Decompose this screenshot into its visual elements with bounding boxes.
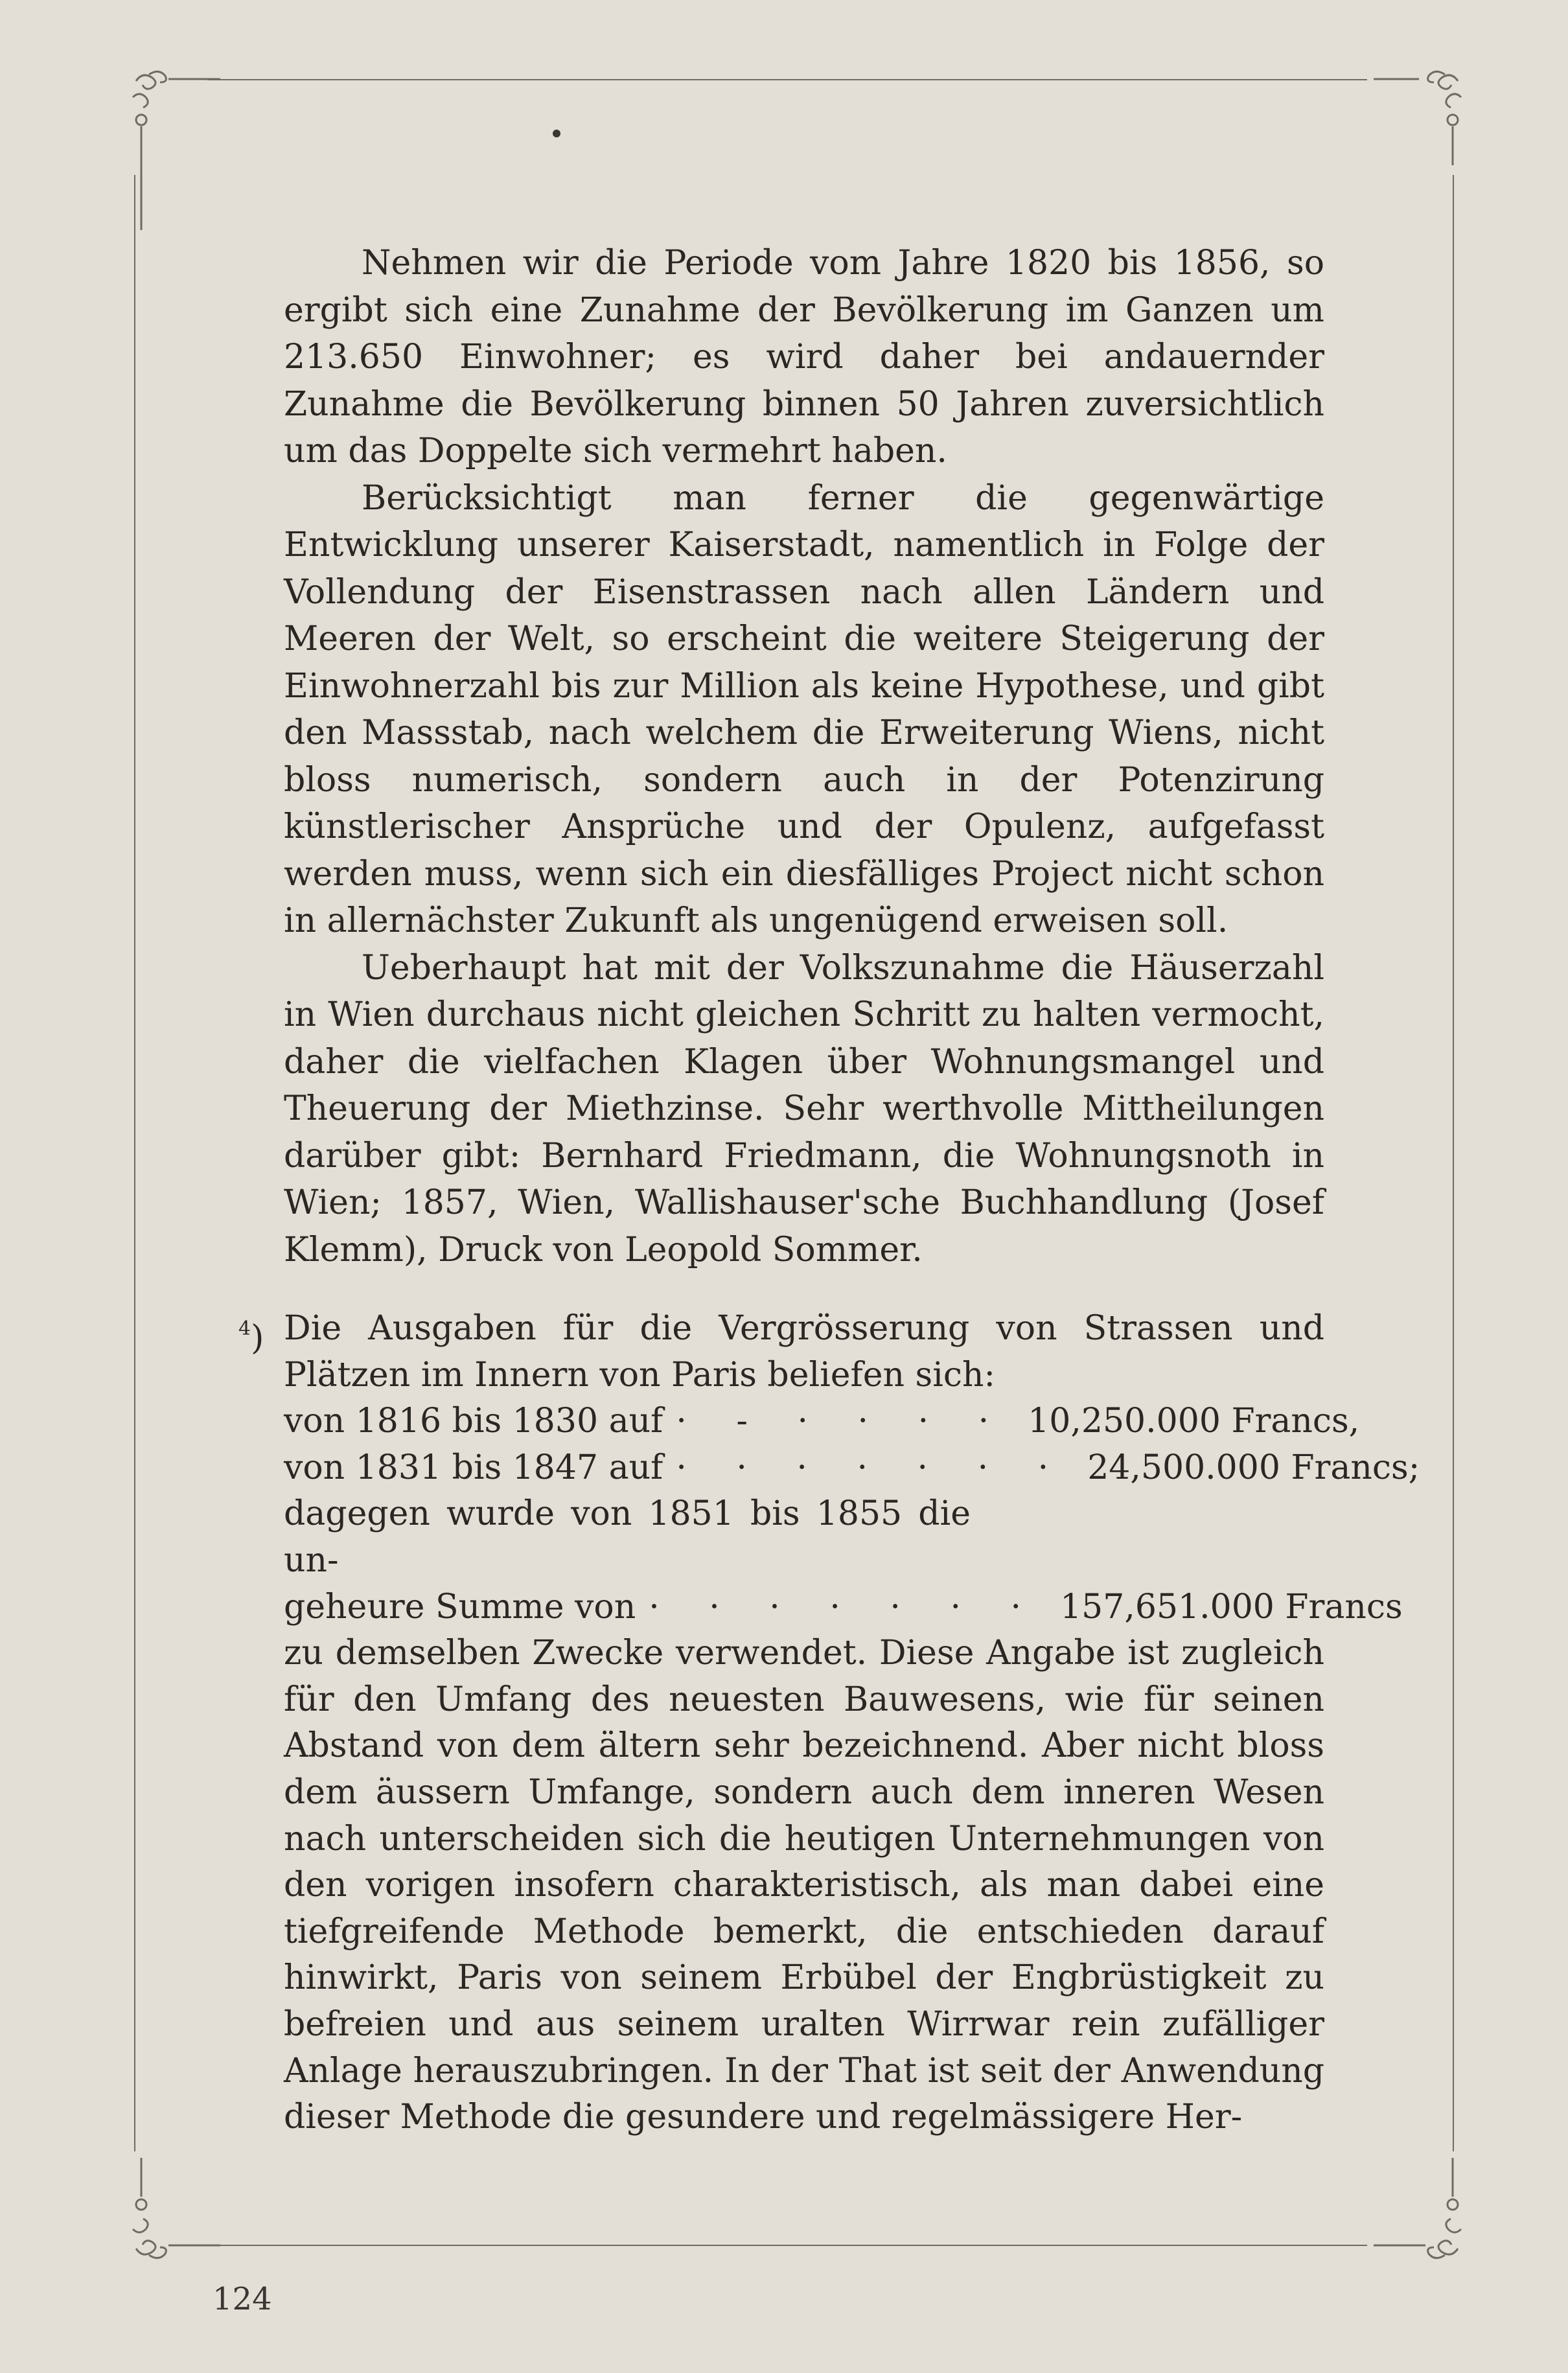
footnote-expense-row: von 1831 bis 1847 auf · · · · · · · 24,500.000 Francs; [284, 1448, 1420, 1487]
page-number: 124 [213, 2281, 272, 2317]
footnote-expense-row: von 1816 bis 1830 auf · - · · · · 10,250.000 Francs, [284, 1402, 1360, 1441]
corner-ornament-icon [123, 62, 220, 172]
footnote-middle-line: dagegen wurde von 1851 bis 1855 die un- [284, 1494, 971, 1580]
frame-bottom-rule [207, 2245, 1367, 2246]
footnote-intro: Die Ausgaben für die Vergrösserung von Strassen und Plätzen im Innern von Paris beliefen sich: [284, 1309, 1324, 1395]
footnote-closing-text: zu demselben Zwecke verwendet. Diese Angabe ist zugleich für den Umfang des neuesten Bauwesens, wie für seinen Abstand von dem ältern sehr bezeichnend. Aber nicht bloss dem äussern Umfange, sondern auch dem inneren Wesen nach unterscheiden sich die heutigen Unternehmungen von den vorigen insofern charakteristisch, als man dabei eine tiefgreifende Methode bemerkt, die entschieden darauf hinwirkt, Paris von seinem Erbübel der Engbrüstigkeit zu befreien und aus seinem uralten Wirrwar rein zufälliger Anlage herauszubringen. In der That ist seit der Anwendung dieser Methode die gesundere und regelmässigere Her- [284, 1634, 1324, 2137]
corner-ornament-icon [123, 2158, 220, 2268]
body-text [284, 240, 1324, 1273]
body-paragraph: Ueberhaupt hat mit der Volkszunahme die Häuserzahl in Wien durchaus nicht gleichen Schritt zu halten vermocht, daher die vielfachen Klagen über Wohnungsmangel und Theuerung der Miethzinse. Sehr werthvolle Mittheilungen darüber gibt: Bernhard Friedmann, die Wohnungsnoth in Wien; 1857, Wien, Wallishauser'sche Buchhandlung (Josef Klemm), Druck von Leopold Sommer. [284, 948, 1324, 1269]
frame-top-rule [207, 79, 1367, 80]
corner-ornament-icon [1374, 62, 1471, 172]
footnote-marker: $^4$) [238, 1317, 264, 1358]
frame-left-rule [134, 175, 135, 2151]
footnote-expense-row: geheure Summe von · · · · · · · 157,651.000 Francs [284, 1587, 1403, 1626]
ink-dot [553, 130, 560, 137]
body-paragraph: Nehmen wir die Periode vom Jahre 1820 bis 1856, so ergibt sich eine Zunahme der Bevölkerung im Ganzen um 213.650 Einwohner; es wird daher bei andauernder Zunahme die Bevölkerung binnen 50 Jahren zuversichtlich um das Doppelte sich vermehrt haben. [284, 244, 1324, 470]
frame-right-rule [1453, 175, 1454, 2151]
footnote [238, 1306, 1420, 2141]
corner-ornament-icon [1374, 2158, 1471, 2268]
body-paragraph: Berücksichtigt man ferner die gegenwärtige Entwicklung unserer Kaiserstadt, namentlich in Folge der Vollendung der Eisenstrassen nach allen Ländern und Meeren der Welt, so erscheint die weitere Steigerung der Einwohnerzahl bis zur Million als keine Hypothese, und gibt den Massstab, nach welchem die Erweiterung Wiens, nicht bloss numerisch, sondern auch in der Potenzirung künstlerischer Ansprüche und der Opulenz, aufgefasst werden muss, wenn sich ein diesfälliges Project nicht schon in allernächster Zukunft als ungenügend erweisen soll. [284, 478, 1324, 940]
